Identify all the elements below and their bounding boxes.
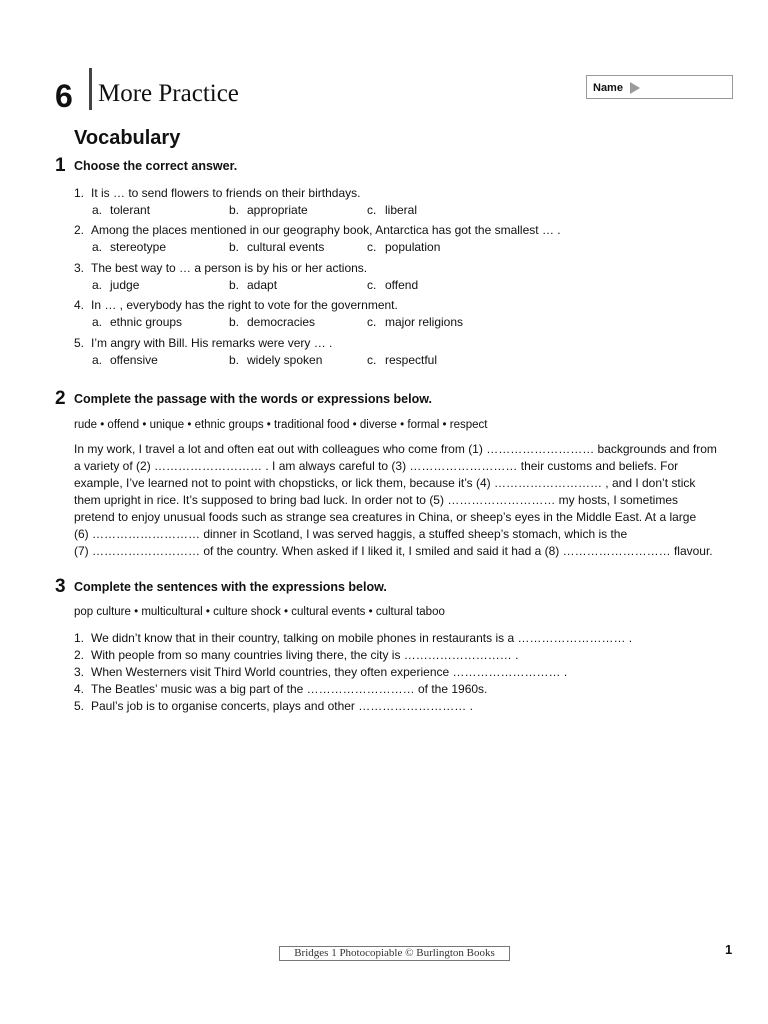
- word-bank: rude • offend • unique • ethnic groups • traditional food • diverse • formal • respect: [74, 419, 488, 431]
- sentence-number: 3.: [74, 665, 85, 679]
- sentence-number: 5.: [74, 699, 85, 713]
- page-title: More Practice: [98, 80, 239, 107]
- question-number: 1.: [74, 186, 85, 200]
- section-title: Vocabulary: [74, 127, 181, 149]
- option-b[interactable]: [229, 315, 315, 329]
- option-text: stereotype: [110, 240, 167, 254]
- option-letter: c.: [367, 315, 377, 329]
- passage-line: In my work, I travel a lot and often eat out with colleagues who come from (1) ……………………… backgrounds and from: [74, 442, 717, 456]
- name-label: Name: [593, 82, 623, 94]
- option-text: cultural events: [247, 240, 325, 254]
- passage-line: them upright in rice. It’s supposed to bring bad luck. In order not to (5) ……………………… my hosts, I sometimes: [74, 493, 679, 507]
- sentence: [74, 681, 487, 697]
- passage-line: example, I’ve learned not to point with chopsticks, or lick them, because it’s (4) ……………………… , and I don’t stick: [74, 476, 696, 490]
- option-b[interactable]: [229, 278, 277, 292]
- page-number: 1: [725, 942, 733, 957]
- passage-line: a variety of (2) ……………………… . I am always careful to (3) ……………………… their customs and beliefs. For: [74, 459, 679, 473]
- option-c[interactable]: [367, 278, 418, 292]
- question-number: 4.: [74, 298, 85, 312]
- sentence-number: 2.: [74, 648, 85, 662]
- sentence-number: 1.: [74, 631, 85, 645]
- passage-line: pretend to enjoy unusual foods such as strange sea creatures in China, or sheep’s eyes in the Middle East. At a large: [74, 510, 697, 524]
- option-text: liberal: [385, 203, 418, 217]
- option-text: offensive: [110, 353, 158, 367]
- question-text: The best way to … a person is by his or her actions.: [91, 261, 368, 275]
- sentence-text: We didn’t know that in their country, talking on mobile phones in restaurants is a ……………………… .: [91, 631, 633, 645]
- option-a[interactable]: [92, 315, 182, 329]
- exercise-2-instruction: Complete the passage with the words or expressions below.: [74, 392, 432, 406]
- option-a[interactable]: [92, 203, 150, 217]
- question: [74, 222, 561, 238]
- option-letter: b.: [229, 278, 240, 292]
- sentence-text: Paul’s job is to organise concerts, plays and other ……………………… .: [91, 699, 473, 713]
- exercise-2-number: 2: [55, 388, 66, 409]
- option-text: widely spoken: [247, 353, 323, 367]
- sentence-text: When Westerners visit Third World countries, they often experience ……………………… .: [91, 665, 568, 679]
- option-text: population: [385, 240, 441, 254]
- unit-number: 6: [55, 78, 73, 114]
- option-letter: b.: [229, 240, 240, 254]
- option-letter: a.: [92, 203, 103, 217]
- exercise-3-sentences: [74, 630, 734, 720]
- option-c[interactable]: [367, 315, 463, 329]
- name-field[interactable]: [586, 75, 733, 99]
- option-letter: a.: [92, 353, 103, 367]
- footer-copyright: Bridges 1 Photocopiable © Burlington Books: [279, 946, 510, 961]
- question-text: Among the places mentioned in our geography book, Antarctica has got the smallest … .: [91, 223, 561, 237]
- question: [74, 185, 360, 201]
- option-a[interactable]: [92, 278, 139, 292]
- question: [74, 297, 398, 313]
- option-letter: c.: [367, 353, 377, 367]
- passage-line: (6) ……………………… dinner in Scotland, I was served haggis, a stuffed sheep’s stomach, which is the: [74, 527, 628, 541]
- sentence: [74, 630, 632, 646]
- option-a[interactable]: [92, 240, 166, 254]
- exercise-3-number: 3: [55, 576, 66, 597]
- option-text: major religions: [385, 315, 464, 329]
- title-divider: [89, 68, 92, 110]
- option-text: offend: [385, 278, 419, 292]
- exercise-3-instruction: Complete the sentences with the expressions below.: [74, 580, 387, 594]
- option-text: democracies: [247, 315, 316, 329]
- option-c[interactable]: [367, 353, 437, 367]
- passage-line: (7) ……………………… of the country. When asked if I liked it, I smiled and said it had a (8) ……………………… flavour.: [74, 544, 713, 558]
- word-bank: pop culture • multicultural • culture shock • cultural events • cultural taboo: [74, 606, 445, 618]
- option-letter: c.: [367, 203, 377, 217]
- sentence: [74, 664, 567, 680]
- exercise-1-number: 1: [55, 155, 66, 176]
- option-letter: a.: [92, 315, 103, 329]
- option-b[interactable]: [229, 203, 308, 217]
- question-text: It is … to send flowers to friends on their birthdays.: [91, 186, 361, 200]
- option-b[interactable]: [229, 353, 322, 367]
- question-number: 2.: [74, 223, 85, 237]
- option-letter: a.: [92, 278, 103, 292]
- exercise-1-instruction: Choose the correct answer.: [74, 159, 238, 173]
- question-number: 3.: [74, 261, 85, 275]
- question: [74, 335, 332, 351]
- option-letter: b.: [229, 203, 240, 217]
- option-a[interactable]: [92, 353, 158, 367]
- option-letter: c.: [367, 278, 377, 292]
- option-letter: b.: [229, 315, 240, 329]
- option-text: ethnic groups: [110, 315, 183, 329]
- option-text: tolerant: [110, 203, 151, 217]
- option-letter: b.: [229, 353, 240, 367]
- question-number: 5.: [74, 336, 85, 350]
- option-letter: c.: [367, 240, 377, 254]
- passage: [74, 441, 734, 560]
- option-c[interactable]: [367, 240, 440, 254]
- option-letter: a.: [92, 240, 103, 254]
- arrow-right-icon: [630, 82, 640, 94]
- option-text: respectful: [385, 353, 438, 367]
- exercise-1-questions: [74, 185, 734, 375]
- question-text: In … , everybody has the right to vote for the government.: [91, 298, 398, 312]
- sentence-text: With people from so many countries living there, the city is ……………………… .: [91, 648, 519, 662]
- option-b[interactable]: [229, 240, 324, 254]
- sentence: [74, 698, 473, 714]
- question: [74, 260, 367, 276]
- sentence: [74, 647, 518, 663]
- sentence-text: The Beatles’ music was a big part of the ……………………… of the 1960s.: [91, 682, 488, 696]
- sentence-number: 4.: [74, 682, 85, 696]
- option-c[interactable]: [367, 203, 417, 217]
- option-text: appropriate: [247, 203, 308, 217]
- option-text: adapt: [247, 278, 278, 292]
- option-text: judge: [110, 278, 140, 292]
- question-text: I’m angry with Bill. His remarks were very … .: [91, 336, 333, 350]
